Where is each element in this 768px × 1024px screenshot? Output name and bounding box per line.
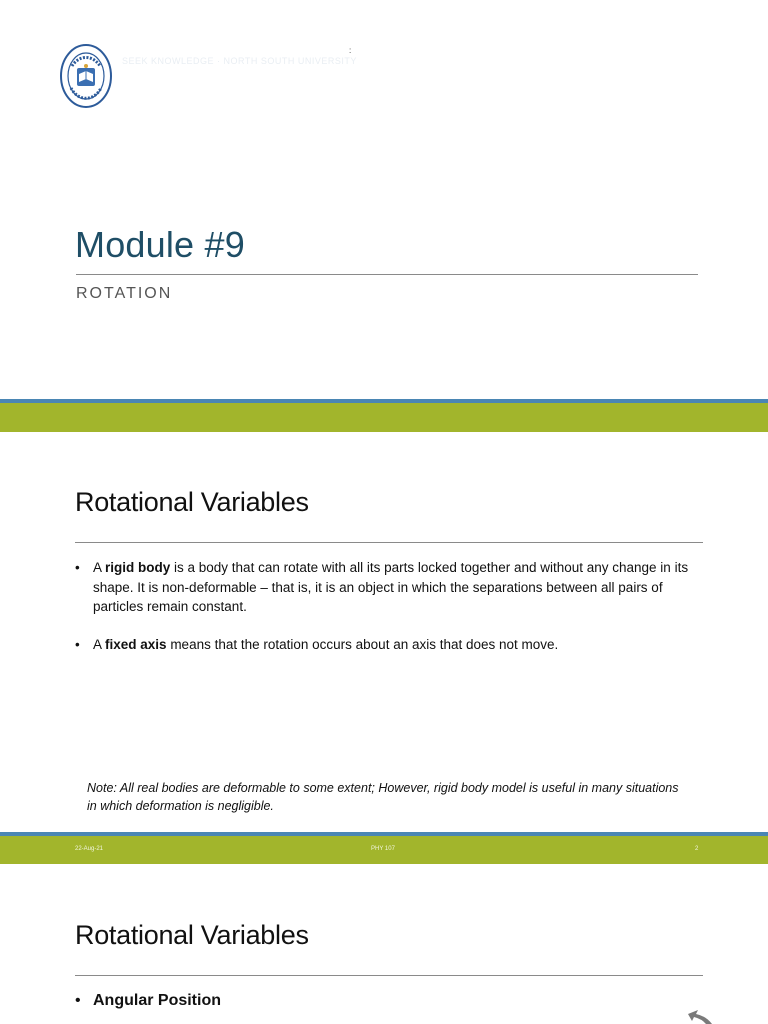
module-subtitle: ROTATION xyxy=(76,285,173,302)
bullet-fixed-axis xyxy=(75,635,693,655)
slide-heading: Rotational Variables xyxy=(75,487,309,517)
bullet-term: fixed axis xyxy=(105,637,167,652)
title-divider xyxy=(76,274,698,275)
slide-separator-green-band xyxy=(0,403,768,432)
footer-page-number: 2 xyxy=(695,846,699,852)
module-title: Module #9 xyxy=(75,224,245,265)
university-seal-logo xyxy=(60,44,112,108)
title-slide xyxy=(0,0,768,400)
header-mark: : xyxy=(349,46,352,55)
bullet-marker: • xyxy=(75,637,80,652)
bullet-angular-position xyxy=(75,992,221,1010)
bullet-text: is a body that can rotate with all its parts locked together and without any change in its shape. It is non-deformable – that is, it is an object in which the separations between all pairs of particles remain constant. xyxy=(93,560,689,614)
bullet-text: Angular Position xyxy=(93,992,221,1009)
footer-course: PHY 107 xyxy=(371,846,395,852)
curved-arrow-icon xyxy=(684,1008,714,1024)
heading-divider xyxy=(75,542,703,543)
heading-divider xyxy=(75,975,703,976)
bullet-marker: • xyxy=(75,992,81,1009)
note-text: Note: All real bodies are deformable to some extent; However, rigid body model is useful in many situations in which deformation is negligible. xyxy=(87,781,679,813)
bullet-marker: • xyxy=(75,560,80,575)
bullet-rigid-body xyxy=(75,558,693,617)
bullet-text: means that the rotation occurs about an axis that does not move. xyxy=(166,637,559,652)
slide-heading: Rotational Variables xyxy=(75,920,309,950)
footer-date: 22-Aug-21 xyxy=(75,846,104,852)
bullet-term: rigid body xyxy=(105,560,171,575)
bullet-text: A xyxy=(93,560,106,575)
bullet-text: A xyxy=(93,637,106,652)
header-faint-text: SEEK KNOWLEDGE · NORTH SOUTH UNIVERSITY xyxy=(122,56,357,66)
